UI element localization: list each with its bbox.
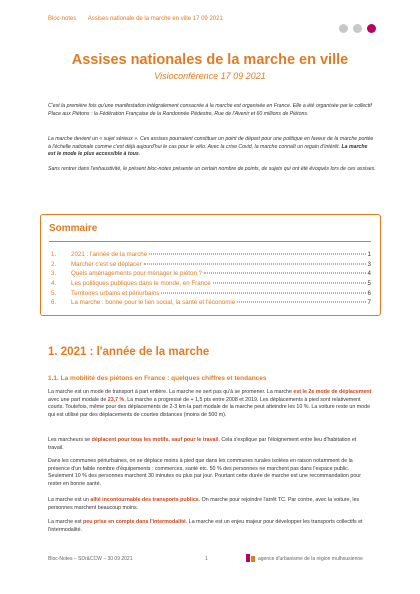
body-paragraph-3: Dans les communes périurbaines, on se déplace moins à pied que dans les communes rurales isolées en raison notamment de la présence d'un faible nombre d'équipements : commerces, santé etc. 50 % des personnes ne marchent pas dans l'espace public. Seulement 10 % des personnes marchent 30 minutes ou plus par jour. Pourtant cette durée de marche est une recommandation pour rester en bonne santé. — [48, 458, 361, 487]
decorative-dots — [339, 24, 376, 33]
subsection-heading-1-1: 1.1. La mobilité des piétons en France : quelques chiffres et tendances — [48, 375, 267, 382]
toc-label: Quels aménagements pour ménager le piéton ? — [71, 270, 203, 278]
intro-p2-text: La marche devient un « sujet sérieux ». Ces assises pourraient constituer un point de départ pour une politique en faveur de la marche portée à l'échelle nationale comme c'est déjà aujourd'hui le cas pour le vélo. Avec la crise Covid, la marche connaît un regain d'intérêt. — [48, 136, 374, 150]
p1-emphasis-share: 23,7 % — [107, 396, 125, 403]
intro-p2-end: . — [138, 151, 141, 158]
p2-emphasis: déplacent pour tous les motifs, sauf pour le travail — [91, 437, 219, 443]
toc-leader — [149, 254, 365, 255]
toc-label: Marcher c'est se déplacer — [71, 260, 142, 268]
toc-item-5[interactable] — [51, 290, 371, 300]
p1-text-e: . La marche a progressé de + 1,5 pts entre 2008 et 2019. Les déplacements à pied sont relativement courts. Toutefois, même pour des déplacements de 2-3 km la part modale de la marche peut atteindre les 10 %. La voiture reste un mode qui est utilisé par des déplacements de courtes distances (moins de 500 m). — [48, 396, 371, 418]
footer-page-number: 1 — [205, 556, 208, 562]
page-subtitle: Visioconférence 17 09 2021 — [154, 71, 266, 81]
p5-text-a: La marche est — [48, 519, 84, 525]
toc-page: 1 — [367, 251, 371, 258]
toc-item-6[interactable] — [51, 299, 371, 309]
toc-num: 4. — [51, 280, 57, 288]
p1-text-c: avec une part modale de — [48, 396, 108, 403]
toc-leader — [237, 302, 365, 303]
toc-leader — [213, 283, 366, 284]
dot-magenta — [367, 24, 376, 33]
toc-num: 2. — [51, 260, 57, 268]
toc-item-1[interactable] — [51, 251, 371, 261]
table-of-contents — [40, 214, 381, 316]
toc-num: 6. — [51, 299, 57, 307]
toc-num: 5. — [51, 289, 57, 297]
toc-leader — [161, 292, 365, 293]
toc-page: 3 — [367, 260, 371, 268]
toc-leader — [144, 263, 366, 264]
p5-emphasis: peu prise en compte dans l'intermodalité — [83, 519, 186, 525]
toc-page: 7 — [367, 299, 371, 307]
toc-num: 1. — [51, 251, 57, 258]
toc-page: 5 — [367, 280, 371, 288]
body-paragraph-5 — [48, 519, 373, 534]
toc-divider — [49, 241, 371, 242]
section-heading-1: 1. 2021 : l'année de la marche — [48, 346, 210, 358]
toc-num: 3. — [51, 270, 57, 278]
body-paragraph-4 — [48, 497, 373, 512]
toc-item-2[interactable] — [51, 261, 371, 271]
p5-text-c: . La marche est un enjeu majeur pour développer les transports collectifs et l'intermodalité. — [48, 519, 363, 533]
p1-text-a: La marche est un mode de transport à part entière. La marche ne sert pas qu'à se promener. La marche — [48, 389, 294, 395]
p1-emphasis-mode: est le 2e mode de déplacement — [293, 389, 372, 395]
toc-label: Les politiques publiques dans le monde, en France — [71, 280, 211, 288]
toc-title: Sommaire — [49, 223, 98, 234]
page-title: Assises nationales de la marche en ville — [71, 52, 349, 68]
toc-label: 2021 : l'année de la marche — [71, 251, 148, 258]
toc-page: 6 — [367, 289, 371, 297]
intro-paragraph-1: C'est la première fois qu'une manifestation intégralement consacrée à la marche est organisée en France. Elle a été organisée par le collectif Place aux Piétons : la Fédération Française de la Randonnée Pédestre, Rue de l'Avenir et 60 millions de Piétons. — [48, 103, 372, 117]
header-doc-type: Bloc-notes — [48, 16, 77, 22]
dot-grey-2 — [353, 24, 362, 33]
p4-emphasis: allié incontournable des transports publics — [90, 497, 199, 503]
p4-text-c: . On marche pour rejoindre l'arrêt TC. Par contre, avec la voiture, les personnes marchent beaucoup moins. — [48, 497, 360, 511]
p2-text-c: . Cela s'explique par l'éloignement entre lieu d'habitation et travail. — [48, 437, 357, 451]
footer-agency-name: agence d'urbanisme de la région mulhousienne — [258, 556, 363, 562]
toc-item-3[interactable] — [51, 270, 371, 280]
intro-p2-emphasis: La marche est le mode le plus accessible à tous — [48, 143, 368, 158]
intro-paragraph-3: Sans rentrer dans l'exhaustivité, le présent bloc-notes présente un certain nombre de points, de sujets qui ont été évoqués lors de ces assises. — [48, 166, 376, 172]
p4-text-a: La marche est un — [48, 497, 91, 503]
toc-page: 4 — [367, 270, 371, 278]
toc-leader — [204, 273, 365, 274]
intro-paragraph-2 — [48, 136, 376, 159]
running-header — [48, 16, 233, 22]
dot-grey-1 — [339, 24, 348, 33]
toc-item-4[interactable] — [51, 280, 371, 290]
p2-text-a: Les marcheurs se — [48, 437, 92, 443]
toc-label: La marche : bonne pour le lien social, la santé et l'économie — [71, 299, 236, 307]
toc-label: Territoires urbains et périurbains — [71, 289, 160, 297]
toc-list — [51, 251, 371, 309]
footer-doc-info: Bloc-Notes – SDr&CCW – 30 09 2021 — [48, 556, 133, 562]
header-doc-title: Assises nationale de la marche en ville 17 09 2021 — [87, 16, 223, 22]
body-paragraph-2 — [48, 437, 373, 452]
agency-logo-icon — [246, 553, 256, 563]
body-paragraph-1 — [48, 389, 373, 419]
